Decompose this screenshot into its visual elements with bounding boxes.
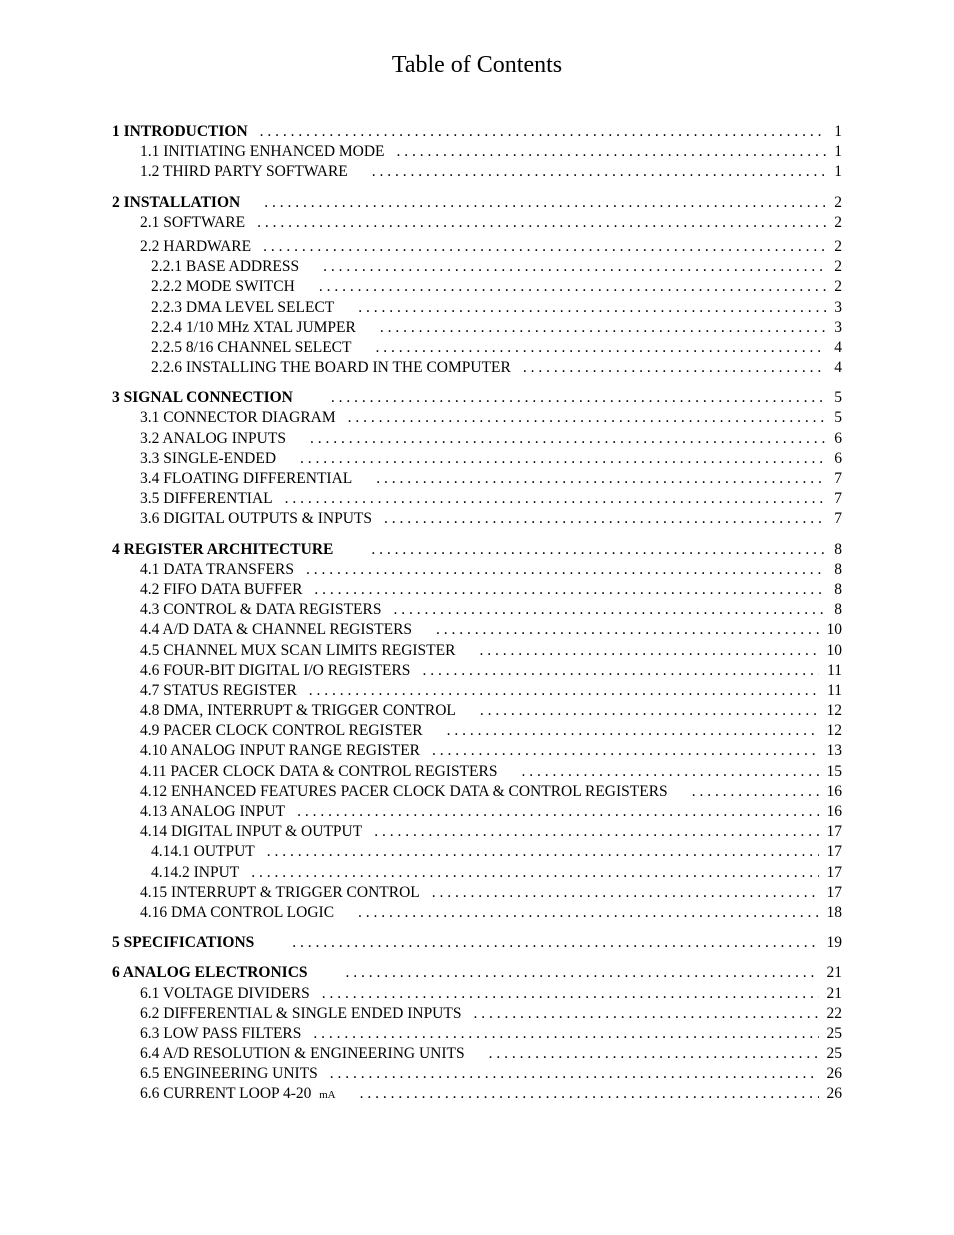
toc-section-analog-electronics xyxy=(112,963,842,1104)
dot-leader xyxy=(310,429,826,449)
toc-entry-label: 2 INSTALLATION xyxy=(112,193,241,211)
toc-entry-page: 13 xyxy=(826,742,842,760)
toc-entry-label: 4.10 ANALOG INPUT RANGE REGISTER xyxy=(140,742,421,760)
toc-entry-page: 12 xyxy=(826,722,842,740)
toc-entry-label: 2.2.6 INSTALLING THE BOARD IN THE COMPUTER xyxy=(151,359,511,377)
toc-entry-label: 4.7 STATUS REGISTER xyxy=(140,681,297,699)
toc-section-introduction xyxy=(112,122,842,183)
dot-leader xyxy=(251,863,818,883)
toc-entry-label: 2.2.4 1/10 MHz XTAL JUMPER xyxy=(151,318,356,336)
dot-leader xyxy=(380,318,826,338)
dot-leader xyxy=(297,802,818,822)
toc-entry-page: 10 xyxy=(826,621,842,639)
toc-entry[interactable] xyxy=(112,721,842,741)
toc-entry-page: 4 xyxy=(834,359,842,377)
toc-entry-page: 6 xyxy=(834,449,842,467)
toc-entry[interactable] xyxy=(112,193,842,213)
dot-leader xyxy=(489,1044,819,1064)
toc-entry-page: 11 xyxy=(827,681,842,699)
dot-leader xyxy=(314,580,826,600)
toc-entry-page: 5 xyxy=(834,409,842,427)
dot-leader xyxy=(473,1004,818,1024)
dot-leader xyxy=(432,741,818,761)
toc-entry-label: 6.1 VOLTAGE DIVIDERS xyxy=(140,984,310,1002)
dot-leader xyxy=(346,963,819,983)
toc-entry-page: 2 xyxy=(834,258,842,276)
dot-leader xyxy=(285,489,827,509)
toc-entry-page: 2 xyxy=(834,213,842,231)
toc-entry-label: 4.9 PACER CLOCK CONTROL REGISTER xyxy=(140,722,423,740)
dot-leader xyxy=(397,142,827,162)
toc-entry[interactable] xyxy=(112,1084,842,1104)
toc-entry-page: 8 xyxy=(834,601,842,619)
toc-entry[interactable] xyxy=(112,469,842,489)
toc-entry[interactable] xyxy=(112,641,842,661)
toc-entry-label: 2.2 HARDWARE xyxy=(140,237,252,255)
toc-entry-page: 2 xyxy=(834,278,842,296)
toc-entry[interactable] xyxy=(112,277,842,297)
toc-entry-label: 6.2 DIFFERENTIAL & SINGLE ENDED INPUTS xyxy=(140,1004,462,1022)
toc-entry[interactable] xyxy=(112,1024,842,1044)
dot-leader xyxy=(358,298,826,318)
unit-label: mA xyxy=(319,1089,336,1102)
toc-entry[interactable] xyxy=(112,429,842,449)
toc-entry[interactable] xyxy=(112,257,842,277)
dot-leader xyxy=(479,641,818,661)
dot-leader xyxy=(309,681,819,701)
dot-leader xyxy=(393,600,826,620)
dot-leader xyxy=(331,388,826,408)
dot-leader xyxy=(360,1084,819,1104)
toc-entry-label: 2.2.2 MODE SWITCH xyxy=(151,278,295,296)
toc-entry-label: 3.5 DIFFERENTIAL xyxy=(140,490,273,508)
toc-entry-page: 1 xyxy=(834,163,842,181)
toc-entry-label: 3.4 FLOATING DIFFERENTIAL xyxy=(140,470,353,487)
toc-entry-page: 16 xyxy=(826,782,842,800)
toc-entry-label: 4.8 DMA, INTERRUPT & TRIGGER CONTROL xyxy=(140,702,456,720)
dot-leader xyxy=(260,122,827,142)
page-title: Table of Contents xyxy=(391,52,563,78)
toc-entry[interactable] xyxy=(112,122,842,142)
dot-leader xyxy=(432,883,819,903)
toc-entry[interactable] xyxy=(112,162,842,182)
toc-entry-label: 1 INTRODUCTION xyxy=(112,123,248,140)
toc-entry-page: 19 xyxy=(826,934,842,952)
toc-entry-page: 16 xyxy=(826,803,842,820)
toc-entry[interactable] xyxy=(112,358,842,378)
toc-entry[interactable] xyxy=(112,580,842,600)
toc-entry-label: 5 SPECIFICATIONS xyxy=(112,934,255,952)
toc-entry-page: 1 xyxy=(834,123,842,140)
toc-entry-page: 12 xyxy=(826,702,842,720)
toc-entry[interactable] xyxy=(112,489,842,509)
dot-leader xyxy=(313,1024,818,1044)
dot-leader xyxy=(436,620,818,640)
dot-leader xyxy=(692,782,819,802)
dot-leader xyxy=(376,469,826,489)
toc-entry-label: 3.3 SINGLE-ENDED xyxy=(140,449,277,467)
toc-entry-page: 26 xyxy=(826,1085,842,1103)
dot-leader xyxy=(358,903,818,923)
dot-leader xyxy=(300,449,826,469)
dot-leader xyxy=(447,721,819,741)
toc-entry[interactable] xyxy=(112,661,842,681)
toc-entry-page: 18 xyxy=(826,903,842,921)
toc-entry-label: 4.15 INTERRUPT & TRIGGER CONTROL xyxy=(140,883,420,901)
toc-entry[interactable] xyxy=(112,883,842,903)
toc-entry-label: 1.2 THIRD PARTY SOFTWARE xyxy=(140,163,348,181)
dot-leader xyxy=(330,1064,819,1084)
dot-leader xyxy=(372,162,826,182)
toc-entry[interactable] xyxy=(112,963,842,983)
toc-entry[interactable] xyxy=(112,338,842,358)
toc-entry-label: 4.5 CHANNEL MUX SCAN LIMITS REGISTER xyxy=(140,641,456,659)
toc-section-signal-connection xyxy=(112,388,842,529)
dot-leader xyxy=(348,408,827,428)
toc-entry-label: 3.1 CONNECTOR DIAGRAM xyxy=(140,409,336,427)
toc-entry-page: 21 xyxy=(826,984,842,1002)
toc-entry-label: 6.5 ENGINEERING UNITS xyxy=(140,1065,318,1083)
dot-leader xyxy=(384,509,826,529)
toc-entry-page: 17 xyxy=(826,883,842,901)
toc-entry[interactable] xyxy=(112,298,842,318)
toc-entry[interactable] xyxy=(112,984,842,1004)
toc-entry-page: 2 xyxy=(834,193,842,211)
toc-section-specifications xyxy=(112,933,842,953)
dot-leader xyxy=(322,984,819,1004)
toc-entry-page: 2 xyxy=(834,237,842,255)
toc-entry-page: 22 xyxy=(826,1004,842,1022)
toc-entry-label: 4.1 DATA TRANSFERS xyxy=(140,560,294,578)
toc-entry-page: 21 xyxy=(826,964,842,982)
toc-entry[interactable] xyxy=(112,1044,842,1064)
toc-entry[interactable] xyxy=(112,1004,842,1024)
toc-entry[interactable] xyxy=(112,762,842,782)
toc-entry-label: 2.2.5 8/16 CHANNEL SELECT xyxy=(151,338,352,356)
toc-entry[interactable] xyxy=(112,318,842,338)
toc-entry-page: 15 xyxy=(826,762,842,780)
toc-entry-label: 4.2 FIFO DATA BUFFER xyxy=(140,580,303,598)
toc-entry-page: 3 xyxy=(834,318,842,336)
toc-entry-label: 4.11 PACER CLOCK DATA & CONTROL REGISTERS xyxy=(140,762,498,780)
dot-leader xyxy=(422,661,819,681)
toc-entry[interactable] xyxy=(112,1064,842,1084)
toc-entry-page: 17 xyxy=(826,863,842,881)
dot-leader xyxy=(257,213,826,233)
toc-entry[interactable] xyxy=(112,560,842,580)
dot-leader xyxy=(480,701,819,721)
toc-entry[interactable] xyxy=(112,842,842,862)
dot-leader xyxy=(521,762,818,782)
toc-entry-label: 6.4 A/D RESOLUTION & ENGINEERING UNITS xyxy=(140,1045,465,1063)
toc-entry[interactable] xyxy=(112,388,842,408)
toc-entry-page: 5 xyxy=(834,389,842,407)
toc-entry[interactable] xyxy=(112,701,842,721)
toc-entry-page: 7 xyxy=(834,490,842,508)
toc-entry[interactable] xyxy=(112,903,842,923)
toc-entry-label: 4.3 CONTROL & DATA REGISTERS xyxy=(140,601,382,619)
toc-entry-page: 25 xyxy=(826,1024,842,1042)
toc-entry-label: 4.14.2 INPUT xyxy=(151,863,240,881)
toc-entry-label xyxy=(140,1084,360,1105)
toc-entry-label-text: 6.6 CURRENT LOOP 4-20 xyxy=(140,1085,312,1103)
toc-entry[interactable] xyxy=(112,237,842,257)
toc-entry-label: 6.3 LOW PASS FILTERS xyxy=(140,1024,302,1042)
toc-entry[interactable] xyxy=(112,741,842,761)
toc-entry-label: 1.1 INITIATING ENHANCED MODE xyxy=(140,143,385,161)
toc-entry-label: 3.2 ANALOG INPUTS xyxy=(140,429,286,447)
toc-entry-label: 4 REGISTER ARCHITECTURE xyxy=(112,540,334,558)
toc-entry-label: 4.14 DIGITAL INPUT & OUTPUT xyxy=(140,823,363,841)
toc-entry-page: 8 xyxy=(834,560,842,578)
toc-entry[interactable] xyxy=(112,540,842,560)
toc-entry[interactable] xyxy=(112,408,842,428)
dot-leader xyxy=(264,193,826,213)
toc-entry-page: 7 xyxy=(834,510,842,528)
toc-section-installation xyxy=(112,193,842,379)
toc-entry-label: 3 SIGNAL CONNECTION xyxy=(112,389,293,407)
toc-entry-label: 4.6 FOUR-BIT DIGITAL I/O REGISTERS xyxy=(140,661,411,679)
toc-entry[interactable] xyxy=(112,822,842,842)
toc-entry[interactable] xyxy=(112,802,842,822)
dot-leader xyxy=(292,933,818,953)
toc-entry[interactable] xyxy=(112,509,842,529)
toc-entry[interactable] xyxy=(112,933,842,953)
toc-entry-label: 6 ANALOG ELECTRONICS xyxy=(112,964,308,982)
toc-entry-label: 2.2.3 DMA LEVEL SELECT xyxy=(151,298,335,316)
table-of-contents xyxy=(112,122,842,1105)
toc-entry-label: 4.14.1 OUTPUT xyxy=(151,843,255,861)
dot-leader xyxy=(267,842,819,862)
toc-entry-label: 4.13 ANALOG INPUT xyxy=(140,803,286,820)
toc-entry-page: 3 xyxy=(834,298,842,316)
toc-entry-page: 6 xyxy=(834,429,842,447)
toc-entry-label: 2.2.1 BASE ADDRESS xyxy=(151,258,300,276)
toc-entry[interactable] xyxy=(112,681,842,701)
dot-leader xyxy=(319,277,826,297)
toc-entry[interactable] xyxy=(112,142,842,162)
toc-entry[interactable] xyxy=(112,213,842,233)
toc-entry-page: 7 xyxy=(834,470,842,487)
dot-leader xyxy=(523,358,826,378)
toc-entry[interactable] xyxy=(112,782,842,802)
toc-entry-label: 4.4 A/D DATA & CHANNEL REGISTERS xyxy=(140,621,413,639)
toc-entry[interactable] xyxy=(112,863,842,883)
toc-entry-page: 4 xyxy=(834,338,842,356)
toc-entry-label: 4.16 DMA CONTROL LOGIC xyxy=(140,903,335,921)
dot-leader xyxy=(306,560,826,580)
dot-leader xyxy=(374,822,818,842)
toc-entry-page: 10 xyxy=(826,641,842,659)
toc-entry-page: 25 xyxy=(826,1045,842,1063)
toc-entry-page: 11 xyxy=(827,661,842,679)
toc-entry-page: 26 xyxy=(826,1065,842,1083)
toc-entry-page: 17 xyxy=(826,843,842,861)
toc-entry[interactable] xyxy=(112,449,842,469)
dot-leader xyxy=(263,237,826,257)
toc-entry[interactable] xyxy=(112,620,842,640)
dot-leader xyxy=(323,257,826,277)
toc-entry-page: 8 xyxy=(834,580,842,598)
toc-entry-page: 17 xyxy=(826,823,842,841)
toc-entry-page: 1 xyxy=(834,143,842,161)
toc-entry-label: 3.6 DIGITAL OUTPUTS & INPUTS xyxy=(140,510,372,528)
toc-entry-label: 2.1 SOFTWARE xyxy=(140,213,246,231)
dot-leader xyxy=(371,540,826,560)
dot-leader xyxy=(376,338,827,358)
toc-entry[interactable] xyxy=(112,600,842,620)
toc-entry-page: 8 xyxy=(834,540,842,558)
toc-section-register-architecture xyxy=(112,540,842,924)
toc-entry-label: 4.12 ENHANCED FEATURES PACER CLOCK DATA & CONTROL REGISTERS xyxy=(140,782,668,800)
